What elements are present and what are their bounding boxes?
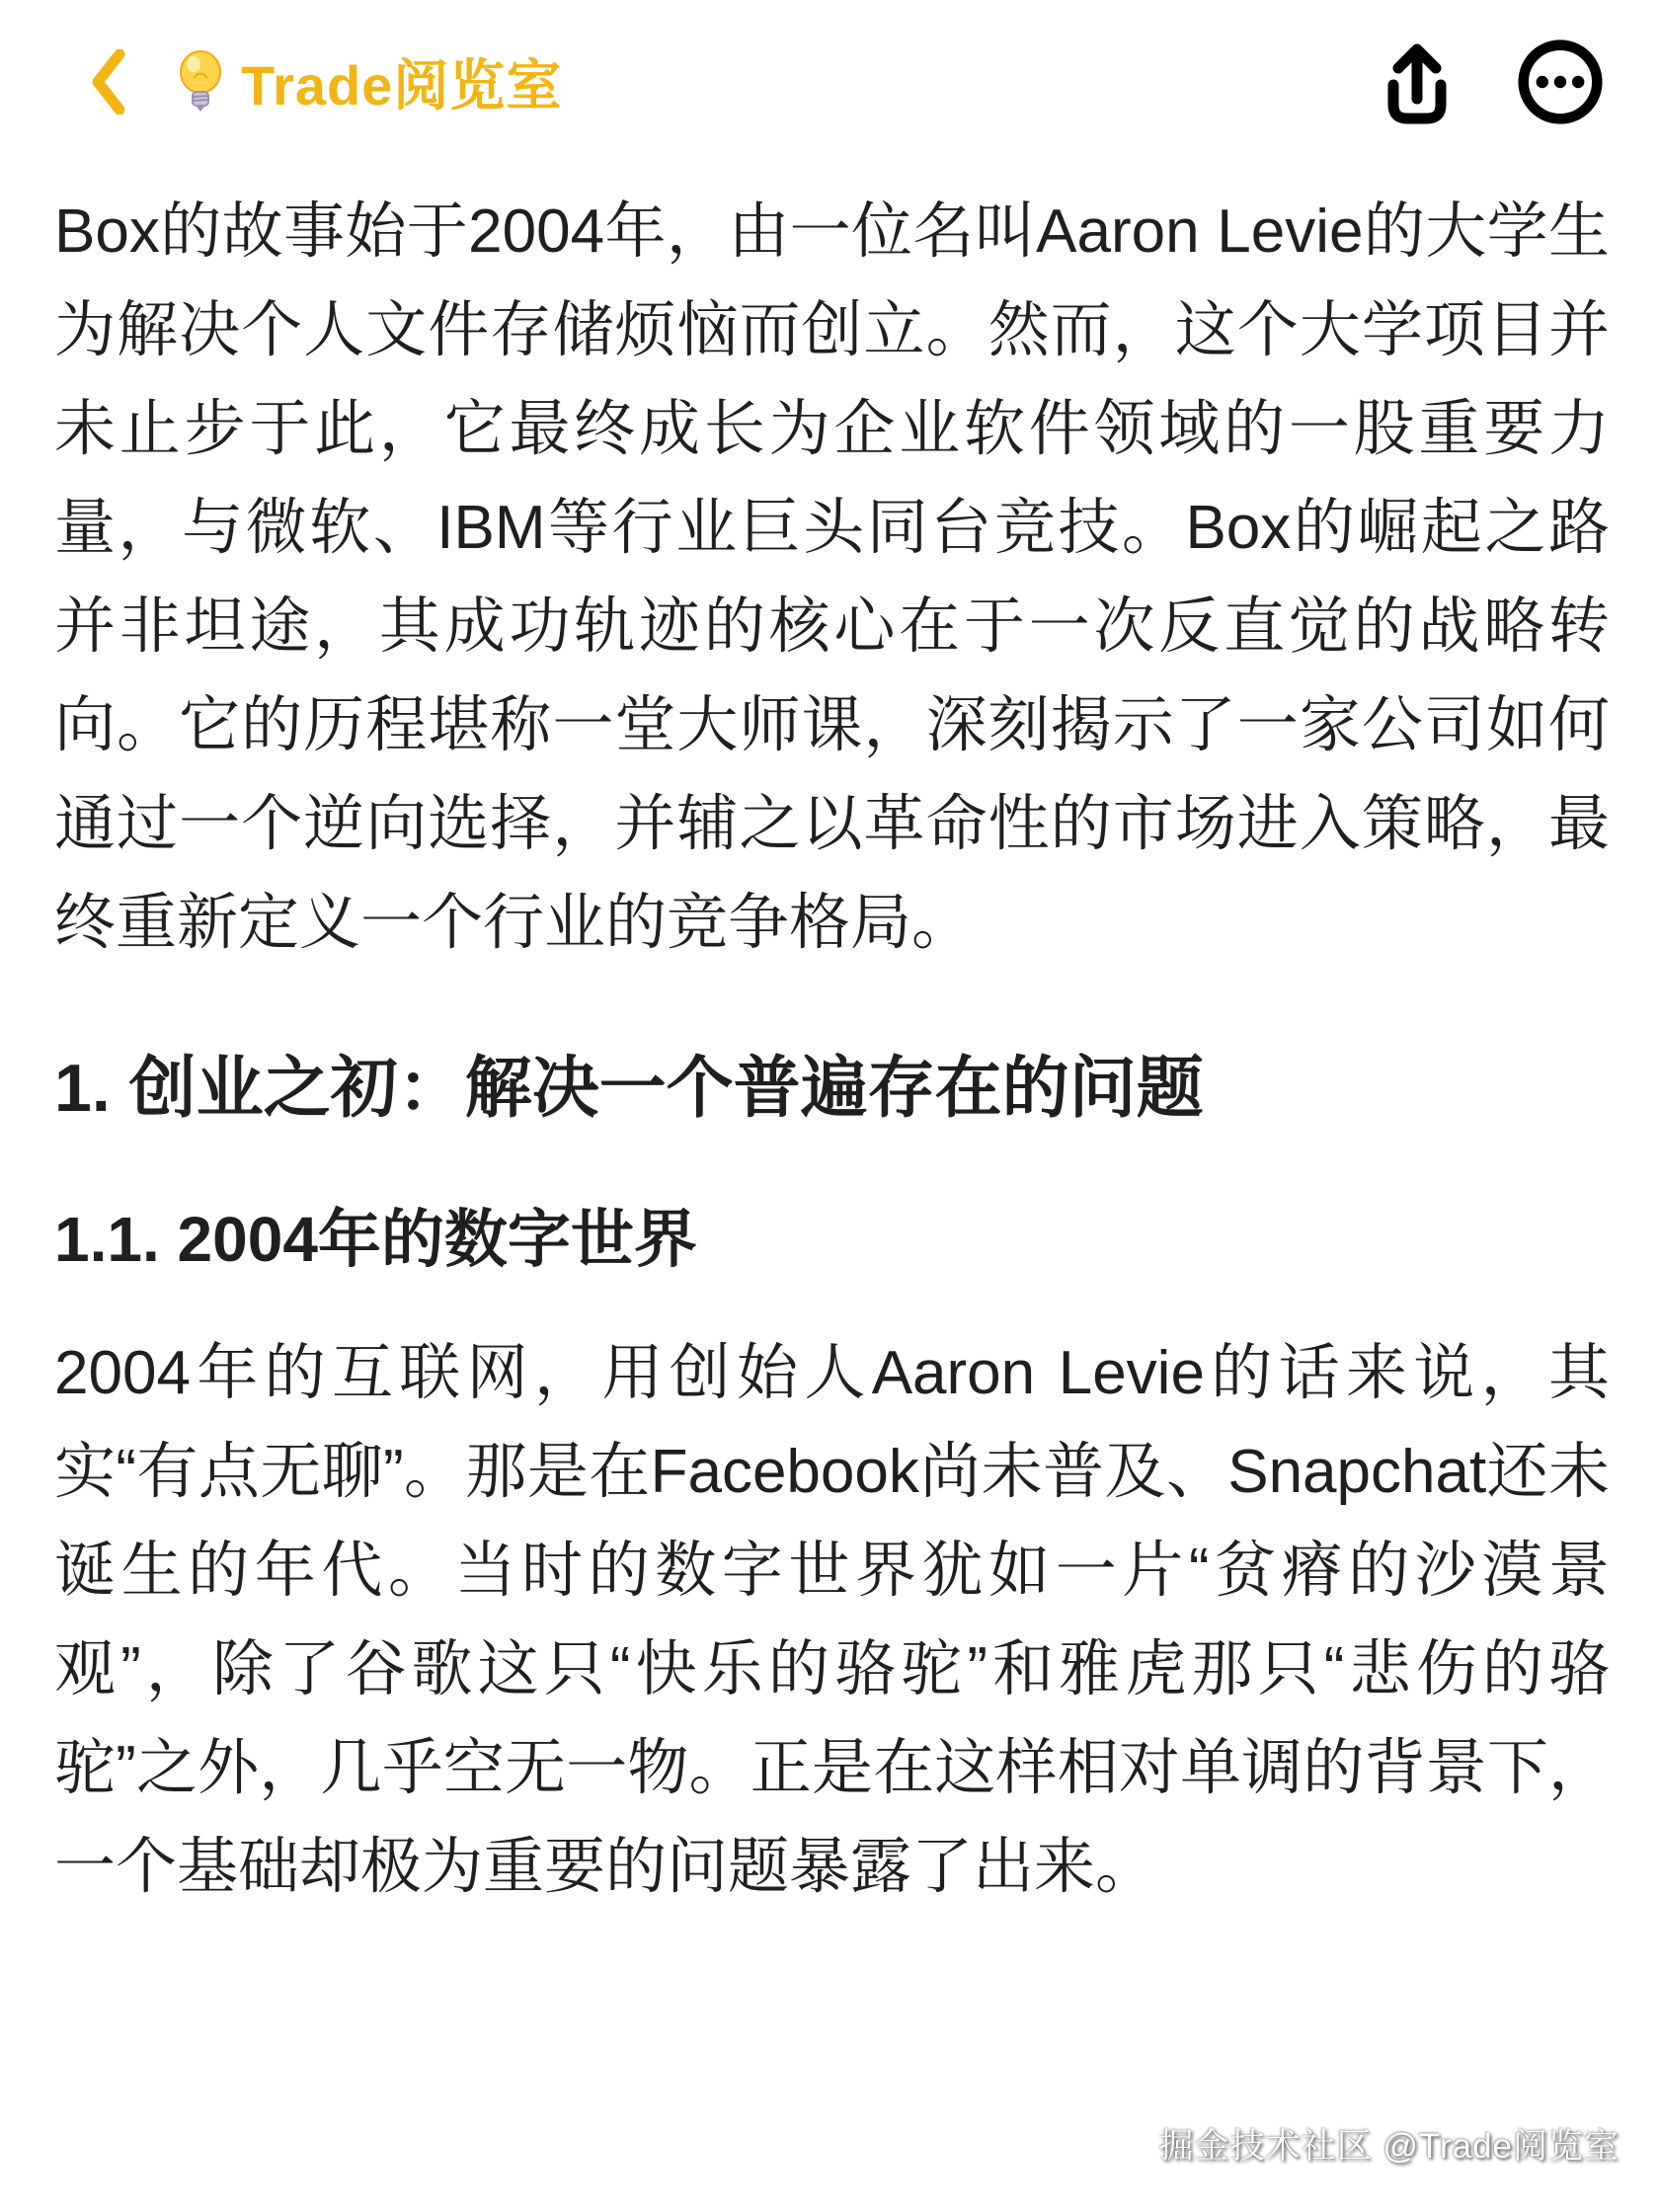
subsection-heading: 1.1. 2004年的数字世界 xyxy=(54,1204,697,1275)
back-button[interactable] xyxy=(91,49,126,115)
nav-actions xyxy=(1381,38,1604,126)
article-content xyxy=(0,163,1659,1917)
share-icon xyxy=(1381,38,1454,126)
watermark: 掘金技术社区 @Trade阅览室 xyxy=(1158,2127,1620,2166)
article-paragraph-2: 2004年的互联网，用创始人Aaron Levie的话来说，其实“有点无聊”。那是在Facebook尚未普及、Snapchat还未诞生的年代。当时的数字世界犹如一片“贫瘠的沙漠景观”，除了谷歌这只“快乐的骆驼”和雅虎那只“悲伤的骆驼”之外，几乎空无一物。正是在这样相对单调的背景下，一个基础却极为重要的问题暴露了出来。 xyxy=(54,1339,1610,1901)
ellipsis-circle-icon xyxy=(1517,39,1604,125)
share-button[interactable] xyxy=(1381,38,1454,126)
article-paragraph-1: Box的故事始于2004年，由一位名叫Aaron Levie的大学生为解决个人文件存储烦恼而创立。然而，这个大学项目并未止步于此，它最终成长为企业软件领域的一股重要力量，与微软、IBM等行业巨头同台竞技。Box的崛起之路并非坦途，其成功轨迹的核心在于一次反直觉的战略转向。它的历程堪称一堂大师课，深刻揭示了一家公司如何通过一个逆向选择，并辅之以革命性的市场进入策略，最终重新定义一个行业的竞争格局。 xyxy=(54,198,1610,957)
more-button[interactable] xyxy=(1517,39,1604,125)
chevron-left-icon xyxy=(91,49,126,115)
nav-bar xyxy=(0,0,1659,163)
lightbulb-icon xyxy=(176,49,225,115)
nav-title: Trade阅览室 xyxy=(241,53,563,117)
section-heading: 1. 创业之初：解决一个普遍存在的问题 xyxy=(54,1051,1204,1126)
